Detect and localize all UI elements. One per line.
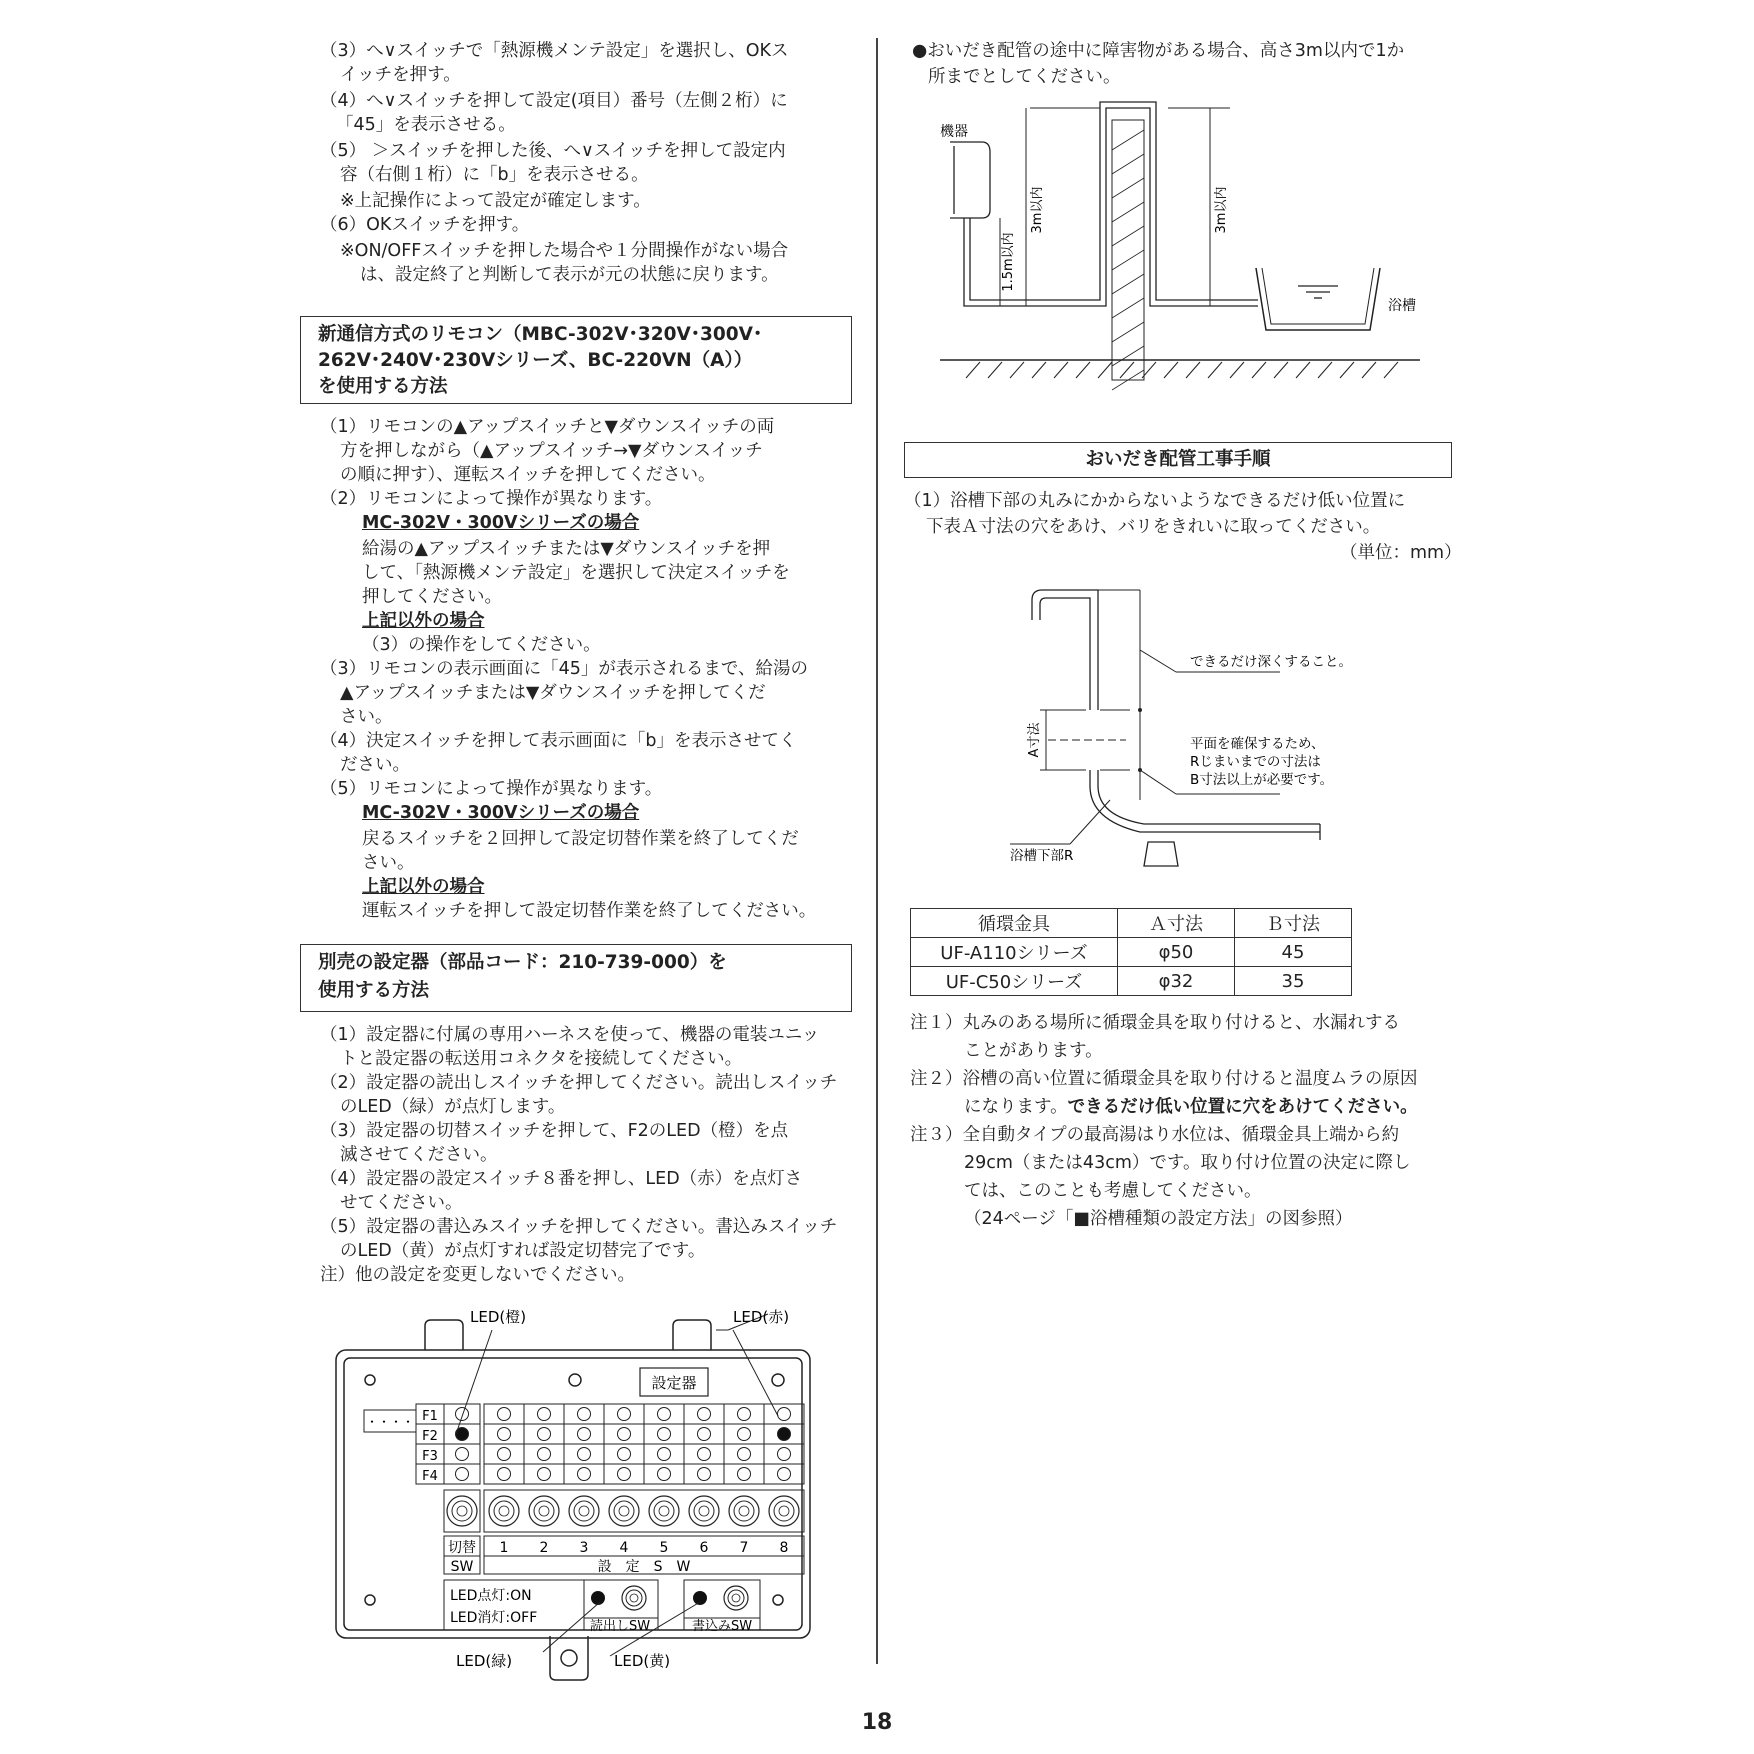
bullet-line: 所までとしてください。 <box>928 67 1121 87</box>
led-indicator <box>658 1468 671 1481</box>
led-yellow-label: LED(黄) <box>614 1652 671 1670</box>
table-header-row <box>911 909 1352 938</box>
led-on-label: LED点灯:ON <box>450 1588 532 1604</box>
intro-note: ※ON/OFFスイッチを押した場合や１分間操作がない場合 <box>340 241 789 261</box>
switch-number: 5 <box>659 1540 669 1556</box>
yokuso-label: 浴槽 <box>1388 298 1416 314</box>
setting-switch[interactable] <box>769 1496 799 1526</box>
table-cell: φ32 <box>1118 967 1235 996</box>
led-indicator <box>578 1428 591 1441</box>
section1-line: （1）リモコンの▲アップスイッチと▼ダウンスイッチの両 <box>320 417 775 437</box>
fitting-diagram <box>980 580 1380 880</box>
setting-device-diagram <box>320 1300 840 1690</box>
page-number: 18 <box>861 1710 893 1735</box>
column-divider <box>876 38 878 1664</box>
note-line: 注１）丸みのある場所に循環金具を取り付けると、水漏れする <box>910 1013 1400 1033</box>
led-indicator <box>498 1408 511 1421</box>
table-row <box>911 967 1352 996</box>
led-green <box>591 1591 605 1605</box>
led-indicator <box>778 1448 791 1461</box>
note-line: （24ページ「■浴槽種類の設定方法」の図参照） <box>964 1209 1353 1229</box>
table-header: Ｂ寸法 <box>1235 909 1352 938</box>
section1-line: 戻るスイッチを２回押して設定切替作業を終了してくだ <box>362 829 799 849</box>
led-indicator <box>578 1408 591 1421</box>
flat-note: 平面を確保するため、 <box>1190 736 1325 752</box>
kirikae-label: 切替 <box>448 1540 476 1556</box>
intro-line: イッチを押す。 <box>340 65 461 85</box>
section1-line: 給湯の▲アップスイッチまたは▼ダウンスイッチを押 <box>362 539 771 559</box>
settei-sw-label: 設 定 S W <box>597 1559 691 1575</box>
intro-line: 「45」を表示させる。 <box>336 115 516 135</box>
f-label: F4 <box>422 1469 438 1484</box>
flat-note: B寸法以上が必要です。 <box>1190 772 1334 788</box>
led-indicator <box>578 1448 591 1461</box>
section2-line: （3）設定器の切替スイッチを押して、F2のLED（橙）を点 <box>320 1121 789 1141</box>
setting-switch[interactable] <box>529 1496 559 1526</box>
section1-line: ▲アップスイッチまたは▼ダウンスイッチを押してくだ <box>340 683 766 703</box>
sw-label: SW <box>450 1559 474 1575</box>
section1-subhead: MC-302V・300Vシリーズの場合 <box>362 803 640 823</box>
section1-line: さい。 <box>340 707 393 727</box>
led-indicator <box>498 1448 511 1461</box>
intro-line: （6）OKスイッチを押す。 <box>320 215 530 235</box>
section2-line: のLED（緑）が点灯します。 <box>340 1097 566 1117</box>
section1-line: の順に押す）、運転スイッチを押してください。 <box>340 465 716 485</box>
section1-line: 運転スイッチを押して設定切替作業を終了してください。 <box>362 901 817 921</box>
section1-line: 押してください。 <box>362 587 502 607</box>
section1-subhead: 上記以外の場合 <box>362 611 485 631</box>
bullet-line: ●おいだき配管の途中に障害物がある場合、高さ3m以内で1か <box>912 41 1405 61</box>
led-indicator <box>698 1428 711 1441</box>
led-red-label: LED(赤) <box>733 1308 790 1326</box>
table-cell: UF-C50シリーズ <box>911 967 1118 996</box>
note-line: ことがあります。 <box>964 1041 1103 1061</box>
section1-line: （3）の操作をしてください。 <box>362 635 601 655</box>
note-line <box>964 1096 1418 1118</box>
section2-line: のLED（黄）が点灯すれば設定切替完了です。 <box>340 1241 706 1261</box>
led-orange-label: LED(橙) <box>470 1308 527 1326</box>
section2-note: 注）他の設定を変更しないでください。 <box>320 1265 635 1285</box>
a-dim-label: A寸法 <box>1027 722 1042 758</box>
led-indicator <box>698 1408 711 1421</box>
intro-note: は、設定終了と判断して表示が元の状態に戻ります。 <box>360 265 779 285</box>
step-line: 下表Ａ寸法の穴をあけ、バリをきれいに取ってください。 <box>926 517 1381 537</box>
setting-switch[interactable] <box>489 1496 519 1526</box>
led-indicator <box>738 1408 751 1421</box>
setting-switch[interactable] <box>447 1496 477 1526</box>
led-indicator <box>698 1448 711 1461</box>
led-indicator <box>738 1448 751 1461</box>
led-indicator <box>538 1408 551 1421</box>
table-header: Ａ寸法 <box>1118 909 1235 938</box>
device-title: 設定器 <box>651 1374 697 1392</box>
section1-line: （4）決定スイッチを押して表示画面に「b」を表示させてく <box>320 731 797 751</box>
led-indicator <box>618 1428 631 1441</box>
piping-height-diagram <box>940 100 1440 400</box>
note-line: 注２）浴槽の高い位置に循環金具を取り付けると温度ムラの原因 <box>910 1069 1418 1089</box>
f-label: F3 <box>422 1449 438 1464</box>
table-cell: UF-A110シリーズ <box>911 938 1118 967</box>
led-indicator <box>538 1428 551 1441</box>
section1-line: して、「熱源機メンテ設定」を選択して決定スイッチを <box>362 563 790 583</box>
setting-switch[interactable] <box>569 1496 599 1526</box>
led-indicator <box>538 1468 551 1481</box>
led-indicator <box>456 1448 469 1461</box>
led-indicator <box>498 1468 511 1481</box>
section1-title-line: を使用する方法 <box>318 376 448 397</box>
led-indicator <box>738 1468 751 1481</box>
section1-subhead: 上記以外の場合 <box>362 877 485 897</box>
section2-line: 滅させてください。 <box>340 1145 498 1165</box>
table-cell: 45 <box>1235 938 1352 967</box>
switch-number: 2 <box>539 1540 549 1556</box>
setting-switch[interactable] <box>609 1496 639 1526</box>
section1-subhead: MC-302V・300Vシリーズの場合 <box>362 513 640 533</box>
led-yellow <box>693 1591 707 1605</box>
led-indicator <box>456 1468 469 1481</box>
table-cell: 35 <box>1235 967 1352 996</box>
switch-number: 4 <box>619 1540 629 1556</box>
section1-title-line: 262V･240V･230Vシリーズ、BC-220VN（A）） <box>318 350 753 371</box>
f-label: F2 <box>422 1429 438 1444</box>
table-row <box>911 938 1352 967</box>
led-indicator <box>618 1468 631 1481</box>
led-indicator <box>538 1448 551 1461</box>
setting-switch[interactable] <box>649 1496 679 1526</box>
section1-line: （2）リモコンによって操作が異なります。 <box>320 489 663 509</box>
section1-line: ださい。 <box>340 755 410 775</box>
note-line: ては、このことも考慮してください。 <box>964 1181 1262 1201</box>
switch-number: 6 <box>699 1540 709 1556</box>
dim-1-5m: 1.5m以内 <box>1001 232 1016 292</box>
kiki-label: 機器 <box>940 124 968 140</box>
piping-procedure-title: おいだき配管工事手順 <box>1085 449 1271 470</box>
led-indicator <box>456 1408 469 1421</box>
led-indicator <box>578 1468 591 1481</box>
bottom-r-label: 浴槽下部R <box>1010 848 1074 864</box>
section2-line: （5）設定器の書込みスイッチを押してください。書込みスイッチ <box>320 1217 838 1237</box>
note-line: 29cm（または43cm）です。取り付け位置の決定に際し <box>964 1153 1411 1173</box>
led-indicator <box>658 1428 671 1441</box>
dim-3m-a: 3m以内 <box>1030 186 1045 234</box>
table-cell: φ50 <box>1118 938 1235 967</box>
fitting-table <box>910 908 1352 996</box>
section2-title-line: 別売の設定器（部品コード：210-739-000）を <box>318 952 727 973</box>
section2-line: トと設定器の転送用コネクタを接続してください。 <box>340 1049 743 1069</box>
led-indicator <box>658 1408 671 1421</box>
led-green-label: LED(緑) <box>456 1652 513 1670</box>
unit-label: （単位：mm） <box>1340 543 1462 563</box>
intro-line: （3）へ∨スイッチで「熱源機メンテ設定」を選択し、OKス <box>320 41 789 61</box>
read-sw-label: 読出しSW <box>589 1619 651 1634</box>
intro-note: ※上記操作によって設定が確定します。 <box>340 191 651 211</box>
step-line: （1）浴槽下部の丸みにかからないようなできるだけ低い位置に <box>904 491 1406 511</box>
led-indicator <box>738 1428 751 1441</box>
section1-title-line: 新通信方式のリモコン（MBC-302V･320V･300V･ <box>318 324 763 345</box>
f-label: F1 <box>422 1409 438 1424</box>
led-indicator <box>778 1408 791 1421</box>
switch-number: 1 <box>499 1540 509 1556</box>
led-indicator <box>498 1428 511 1441</box>
switch-number: 8 <box>779 1540 789 1556</box>
switch-number: 3 <box>579 1540 589 1556</box>
section2-line: せてください。 <box>340 1193 463 1213</box>
led-indicator <box>778 1468 791 1481</box>
setting-switch[interactable] <box>729 1496 759 1526</box>
note-line: 注３）全自動タイプの最高湯はり水位は、循環金具上端から約 <box>910 1125 1400 1145</box>
device-dots: ・・・・ <box>365 1415 415 1429</box>
section2-line: （2）設定器の読出しスイッチを押してください。読出しスイッチ <box>320 1073 838 1093</box>
section1-line: （3）リモコンの表示画面に「45」が表示されるまで、給湯の <box>320 659 809 679</box>
section1-line: さい。 <box>362 853 415 873</box>
section2-title-line: 使用する方法 <box>318 980 430 1001</box>
setting-switch[interactable] <box>689 1496 719 1526</box>
note-emphasis: できるだけ低い位置に穴をあけてください。 <box>1067 1097 1418 1117</box>
switch-number: 7 <box>739 1540 749 1556</box>
note-plain: になります。 <box>964 1097 1068 1117</box>
table-header: 循環金具 <box>911 909 1118 938</box>
intro-line: （4）へ∨スイッチを押して設定(項目）番号（左側２桁）に <box>320 91 788 111</box>
deep-note: できるだけ深くすること。 <box>1190 654 1352 670</box>
write-sw-label: 書込みSW <box>691 1619 753 1634</box>
flat-note: Rじまいまでの寸法は <box>1190 754 1321 770</box>
led-indicator <box>778 1428 791 1441</box>
dim-3m-b: 3m以内 <box>1214 186 1229 234</box>
section2-line: （4）設定器の設定スイッチ８番を押し、LED（赤）を点灯さ <box>320 1169 803 1189</box>
section1-line: 方を押しながら（▲アップスイッチ→▼ダウンスイッチ <box>340 441 763 461</box>
led-indicator <box>658 1448 671 1461</box>
section2-line: （1）設定器に付属の専用ハーネスを使って、機器の電装ユニッ <box>320 1025 820 1045</box>
led-off-label: LED消灯:OFF <box>450 1610 538 1626</box>
led-indicator <box>618 1408 631 1421</box>
led-indicator <box>698 1468 711 1481</box>
section1-line: （5）リモコンによって操作が異なります。 <box>320 779 663 799</box>
intro-line: （5） ＞スイッチを押した後、へ∨スイッチを押して設定内 <box>320 141 786 161</box>
intro-line: 容（右側１桁）に「b」を表示させる。 <box>340 165 649 185</box>
led-indicator <box>618 1448 631 1461</box>
